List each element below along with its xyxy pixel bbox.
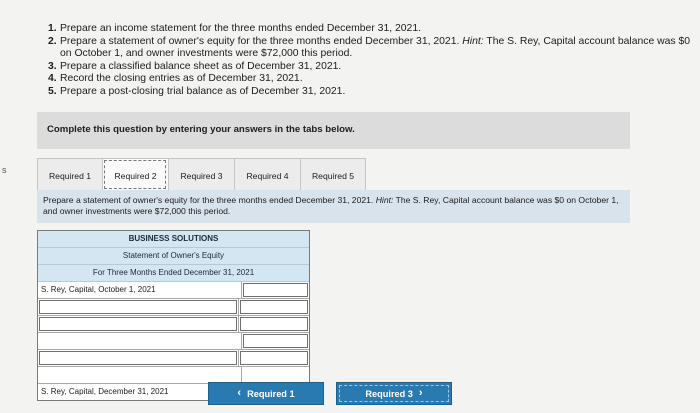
opening-capital-row bbox=[38, 282, 309, 298]
blank-label bbox=[38, 367, 242, 383]
instruction-item-3 bbox=[48, 61, 693, 74]
chevron-left-icon: ‹ bbox=[237, 387, 242, 399]
instruction-text: Prepare an income statement for the three months ended December 31, 2021. bbox=[60, 23, 421, 34]
subtotal-input[interactable] bbox=[243, 334, 308, 348]
owners-equity-statement bbox=[37, 230, 310, 401]
instruction-item-4 bbox=[48, 73, 693, 86]
instruction-item-2 bbox=[48, 36, 693, 61]
instruction-text: Prepare a post-closing trial balance as of December 31, 2021. bbox=[60, 85, 346, 97]
tab-required-5[interactable]: Required 5 bbox=[300, 158, 366, 191]
instruction-item-5 bbox=[48, 86, 693, 99]
chevron-right-icon: › bbox=[418, 387, 423, 399]
closing-capital-label: S. Rey, Capital, December 31, 2021 bbox=[38, 384, 242, 400]
subtotal-row bbox=[38, 332, 309, 349]
panel-hint-text: The S. Rey, Capital account balance was $0 on October 1, and owner investments were $72,000 this period. bbox=[43, 195, 619, 216]
instruction-hint-text: The S. Rey, Capital account balance was $0 on October 1, and owner investments were $72,000 this period. bbox=[60, 35, 691, 60]
entry-row-3 bbox=[38, 349, 309, 366]
tab-required-3[interactable]: Required 3 bbox=[168, 158, 234, 191]
panel-text-main: Prepare a statement of owner's equity for the three months ended December 31, 2021. bbox=[43, 195, 374, 205]
instruction-number: 4. bbox=[48, 73, 57, 85]
prev-button-label: Required 1 bbox=[247, 388, 295, 399]
opening-capital-label: S. Rey, Capital, October 1, 2021 bbox=[38, 282, 242, 298]
tab-required-4[interactable]: Required 4 bbox=[234, 158, 300, 191]
hint-label: Hint: bbox=[462, 35, 484, 47]
instruction-text bbox=[60, 36, 693, 61]
entry-amount-input-1[interactable] bbox=[240, 300, 308, 314]
tab-bar bbox=[37, 158, 366, 191]
instruction-list bbox=[48, 23, 693, 99]
blank-row bbox=[38, 366, 309, 383]
entry-row-2 bbox=[38, 315, 309, 332]
instruction-number: 2. bbox=[48, 35, 57, 47]
instruction-number: 1. bbox=[48, 23, 57, 34]
entry-label-select-1[interactable] bbox=[39, 300, 237, 314]
tab-required-1[interactable]: Required 1 bbox=[37, 158, 102, 191]
instruction-number: 3. bbox=[48, 60, 57, 72]
prev-required-button[interactable] bbox=[208, 382, 324, 405]
instruction-text-main: Prepare a statement of owner's equity for the three months ended December 31, 2021. bbox=[60, 35, 460, 47]
edge-mark: s bbox=[2, 165, 7, 175]
entry-row-1 bbox=[38, 298, 309, 315]
entry-amount-input-2[interactable] bbox=[240, 317, 308, 331]
subtotal-label bbox=[38, 333, 242, 349]
entry-label-select-3[interactable] bbox=[39, 351, 237, 365]
instructions-banner: Complete this question by entering your answers in the tabs below. bbox=[37, 112, 630, 149]
instruction-item-1 bbox=[48, 23, 693, 36]
question-panel bbox=[37, 190, 630, 223]
statement-period: For Three Months Ended December 31, 2021 bbox=[38, 265, 309, 282]
entry-amount-input-3[interactable] bbox=[240, 351, 308, 365]
entry-label-select-2[interactable] bbox=[39, 317, 237, 331]
next-required-button[interactable] bbox=[336, 382, 452, 405]
tab-required-2[interactable]: Required 2 bbox=[102, 158, 168, 191]
instruction-number: 5. bbox=[48, 85, 57, 97]
instruction-text: Prepare a classified balance sheet as of December 31, 2021. bbox=[60, 60, 342, 72]
company-name: BUSINESS SOLUTIONS bbox=[38, 231, 309, 248]
next-button-label: Required 3 bbox=[365, 388, 413, 399]
hint-label: Hint: bbox=[375, 195, 394, 205]
opening-capital-input[interactable] bbox=[243, 283, 308, 297]
instruction-text: Record the closing entries as of December 31, 2021. bbox=[60, 73, 303, 85]
statement-title: Statement of Owner's Equity bbox=[38, 248, 309, 265]
